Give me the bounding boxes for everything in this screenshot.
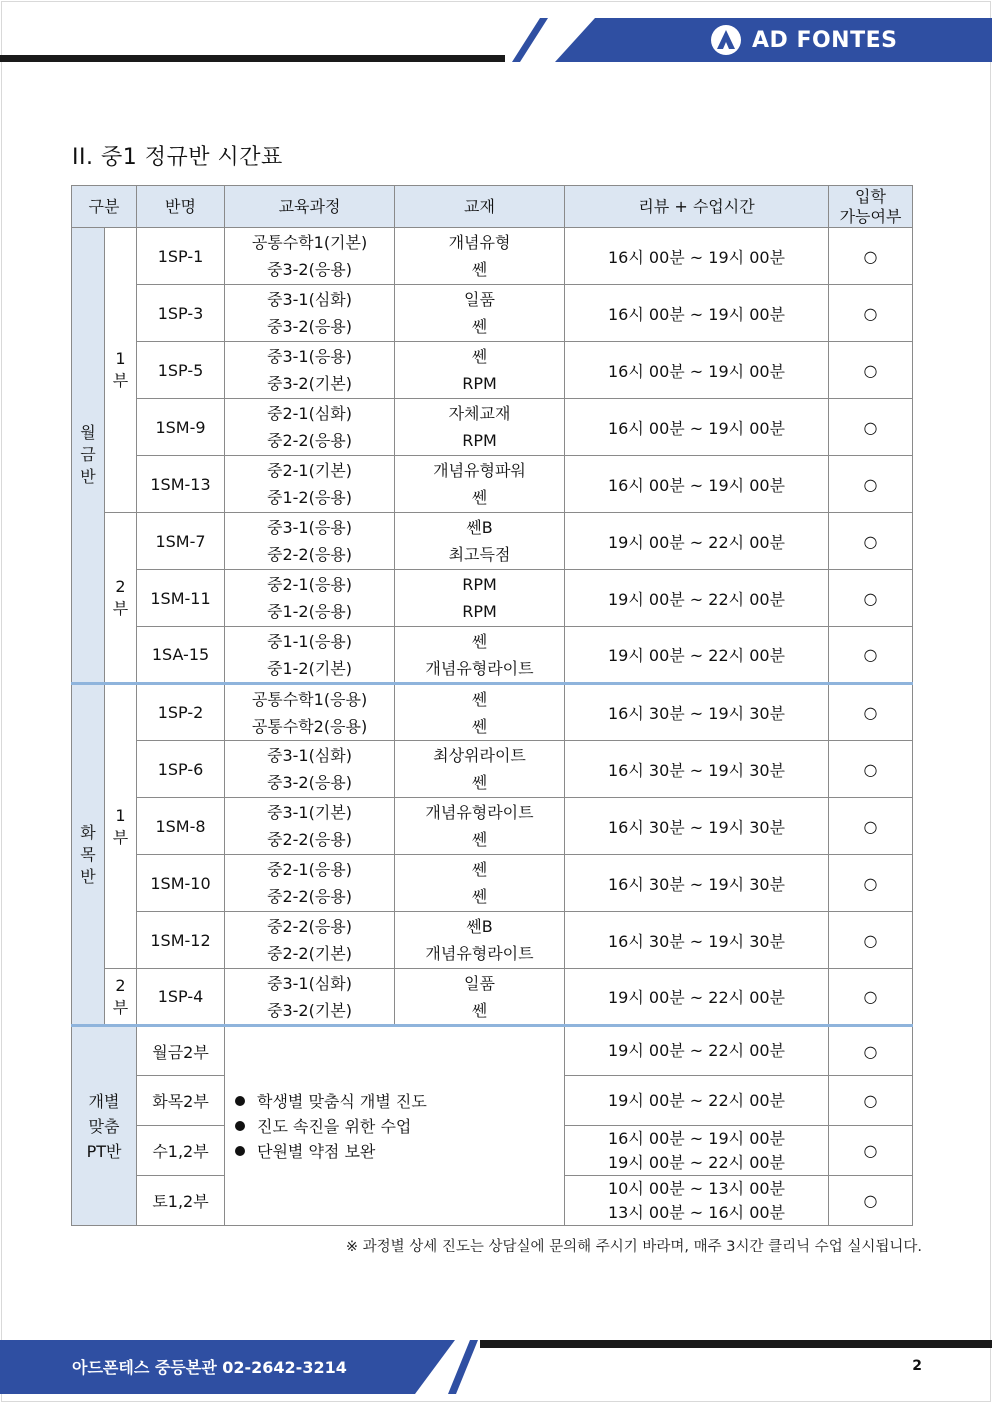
class-name: 1SM-7 (137, 513, 225, 570)
cell-line: 중3-2(응용) (267, 317, 353, 336)
course-cell (225, 969, 395, 1026)
cell-line: 일품 (464, 973, 495, 993)
cell-line: 최상위라이트 (433, 746, 526, 765)
time-cell: 16시 00분 ~ 19시 00분 (565, 456, 829, 513)
availability-cell: ○ (829, 855, 913, 912)
cell-line: 쎈B (466, 518, 493, 537)
time-cell: 16시 00분 ~ 19시 00분 (565, 399, 829, 456)
cell-line: 중1-2(기본) (267, 658, 353, 678)
availability-cell: ○ (829, 513, 913, 570)
time-cell: 16시 30분 ~ 19시 30분 (565, 855, 829, 912)
availability-cell: ○ (829, 1076, 913, 1126)
time-cell: 16시 30분 ~ 19시 30분 (565, 912, 829, 969)
cell-line: 쎈 (471, 830, 488, 849)
table-row (72, 741, 913, 798)
time-cell: 16시 00분 ~ 19시 00분 (565, 285, 829, 342)
pt-note-item (235, 1114, 564, 1139)
textbook-cell (395, 570, 565, 627)
cell-line: 자체교재 (448, 404, 511, 423)
textbook-cell (395, 456, 565, 513)
table-row (72, 969, 913, 1026)
cell-line: 중3-2(응용) (267, 773, 353, 792)
textbook-cell (395, 912, 565, 969)
time-line: 16시 00분 ~ 19시 00분 (608, 1128, 786, 1148)
textbook-cell (395, 855, 565, 912)
availability-cell: ○ (829, 627, 913, 684)
page-title: II. 중1 정규반 시간표 (72, 145, 283, 170)
bullet-icon (235, 1146, 245, 1156)
time-line: 19시 00분 ~ 22시 00분 (608, 1152, 786, 1172)
cell-line: 중3-2(응용) (267, 260, 353, 279)
part-label: 1 부 (105, 684, 137, 969)
availability-cell: ○ (829, 456, 913, 513)
cell-line: 중3-1(심화) (267, 746, 353, 765)
cell-line: 중3-1(기본) (267, 803, 353, 822)
cell-line: 중2-2(응용) (267, 431, 353, 450)
table-row (72, 855, 913, 912)
cell-line: RPM (462, 602, 497, 621)
cell-line: 쎈 (471, 260, 488, 279)
table-row (72, 285, 913, 342)
table-row (72, 684, 913, 741)
cell-line: 쎈 (471, 773, 488, 792)
class-name: 1SM-10 (137, 855, 225, 912)
group-label: 화 목 반 (72, 684, 105, 1026)
pt-time-cell (565, 1176, 829, 1226)
table-row (72, 342, 913, 399)
time-cell: 19시 00분 ~ 22시 00분 (565, 627, 829, 684)
pt-note-item (235, 1139, 564, 1164)
class-name: 1SP-1 (137, 228, 225, 285)
footer-black-bar (480, 1340, 992, 1348)
table-row (72, 627, 913, 684)
cell-line: 중2-1(응용) (267, 575, 353, 594)
cell-line: 쎈 (471, 488, 488, 507)
course-cell (225, 399, 395, 456)
cell-line: 중1-2(응용) (267, 488, 353, 507)
bullet-icon (235, 1121, 245, 1131)
availability-cell: ○ (829, 1176, 913, 1226)
col-header-time: 리뷰 + 수업시간 (565, 186, 829, 228)
cell-line: RPM (462, 374, 497, 393)
cell-line: 중2-1(심화) (267, 404, 353, 423)
cell-line: 중3-1(응용) (267, 347, 353, 366)
table-row (72, 1026, 913, 1076)
brand-logo (710, 22, 897, 58)
course-cell (225, 570, 395, 627)
table-row (72, 570, 913, 627)
course-cell (225, 228, 395, 285)
class-name: 1SP-6 (137, 741, 225, 798)
ad-fontes-logo-icon (710, 24, 742, 56)
cell-line: 최고득점 (448, 545, 511, 564)
availability-cell: ○ (829, 969, 913, 1026)
cell-line: 개념유형라이트 (425, 944, 534, 963)
cell-line: RPM (462, 575, 497, 594)
availability-cell: ○ (829, 1026, 913, 1076)
pt-class-name: 토1,2부 (137, 1176, 225, 1226)
textbook-cell (395, 969, 565, 1026)
class-name: 1SP-4 (137, 969, 225, 1026)
pt-notes (225, 1026, 565, 1226)
cell-line: 중2-2(기본) (267, 944, 353, 963)
class-name: 1SM-13 (137, 456, 225, 513)
availability-cell: ○ (829, 912, 913, 969)
part-label: 2 부 (105, 969, 137, 1026)
time-cell: 16시 00분 ~ 19시 00분 (565, 342, 829, 399)
course-cell (225, 456, 395, 513)
cell-line: 중3-2(기본) (267, 374, 353, 393)
footer-contact: 아드폰테스 중등본관 02-2642-3214 (72, 1358, 347, 1377)
cell-line: 중3-1(심화) (267, 973, 353, 993)
col-header-availability: 입학 가능여부 (829, 186, 913, 228)
brand-name: AD FONTES (752, 27, 898, 53)
table-header-row (72, 186, 913, 228)
table-row (72, 912, 913, 969)
pt-note-text: 학생별 맞춤식 개별 진도 (257, 1091, 427, 1111)
cell-line: 중3-1(심화) (267, 290, 353, 309)
availability-cell: ○ (829, 228, 913, 285)
cell-line: 쎈 (471, 860, 488, 879)
cell-line: 개념유형라이트 (425, 658, 534, 678)
cell-line: 중3-2(기본) (267, 1000, 353, 1020)
course-cell (225, 513, 395, 570)
table-row (72, 513, 913, 570)
header-black-bar (0, 55, 505, 62)
availability-cell: ○ (829, 1126, 913, 1176)
time-line: 19시 00분 ~ 22시 00분 (608, 1041, 786, 1060)
part-label: 1 부 (105, 228, 137, 513)
cell-line: 쎈 (471, 887, 488, 906)
cell-line: 쎈 (471, 631, 488, 651)
cell-line: 개념유형라이트 (425, 803, 534, 822)
cell-line: 공통수학2(응용) (251, 716, 368, 736)
class-name: 1SP-3 (137, 285, 225, 342)
course-cell (225, 798, 395, 855)
table-row (72, 399, 913, 456)
availability-cell: ○ (829, 342, 913, 399)
textbook-cell (395, 513, 565, 570)
cell-line: 중3-1(응용) (267, 518, 353, 537)
textbook-cell (395, 399, 565, 456)
cell-line: 쎈 (471, 347, 488, 366)
time-line: 10시 00분 ~ 13시 00분 (608, 1178, 786, 1198)
footnote: ※ 과정별 상세 진도는 상담실에 문의해 주시기 바라며, 매주 3시간 클리닉 수업 실시됩니다. (345, 1239, 922, 1255)
course-cell (225, 627, 395, 684)
availability-cell: ○ (829, 285, 913, 342)
cell-line: 개념유형파워 (433, 461, 526, 480)
course-cell (225, 285, 395, 342)
col-header-textbook: 교재 (395, 186, 565, 228)
cell-line: 중1-2(응용) (267, 602, 353, 621)
timetable (71, 185, 913, 1226)
availability-cell: ○ (829, 570, 913, 627)
cell-line: 중1-1(응용) (267, 631, 353, 651)
textbook-cell (395, 342, 565, 399)
col-header-course: 교육과정 (225, 186, 395, 228)
pt-note-text: 단원별 약점 보완 (257, 1141, 376, 1161)
cell-line: 중2-2(응용) (267, 545, 353, 564)
course-cell (225, 855, 395, 912)
col-header-category: 구분 (72, 186, 137, 228)
cell-line: 쎈 (471, 317, 488, 336)
bullet-icon (235, 1096, 245, 1106)
class-name: 1SM-11 (137, 570, 225, 627)
cell-line: 공통수학1(기본) (251, 233, 368, 252)
cell-line: 공통수학1(응용) (251, 689, 368, 709)
page-number: 2 (912, 1358, 922, 1374)
class-name: 1SM-12 (137, 912, 225, 969)
part-label: 2 부 (105, 513, 137, 684)
time-cell: 16시 00분 ~ 19시 00분 (565, 228, 829, 285)
class-name: 1SM-9 (137, 399, 225, 456)
pt-class-name: 화목2부 (137, 1076, 225, 1126)
pt-group-label: 개별 맞춤 PT반 (72, 1026, 137, 1226)
availability-cell: ○ (829, 684, 913, 741)
textbook-cell (395, 228, 565, 285)
time-cell: 19시 00분 ~ 22시 00분 (565, 570, 829, 627)
availability-cell: ○ (829, 741, 913, 798)
cell-line: 중2-1(기본) (267, 461, 353, 480)
cell-line: 개념유형 (448, 233, 511, 252)
course-cell (225, 741, 395, 798)
textbook-cell (395, 285, 565, 342)
table-row (72, 456, 913, 513)
time-line: 19시 00분 ~ 22시 00분 (608, 1090, 786, 1110)
availability-cell: ○ (829, 798, 913, 855)
time-cell: 19시 00분 ~ 22시 00분 (565, 969, 829, 1026)
cell-line: 중2-2(응용) (267, 887, 353, 906)
group-label: 월 금 반 (72, 228, 105, 684)
class-name: 1SM-8 (137, 798, 225, 855)
pt-note-item (235, 1089, 564, 1114)
class-name: 1SA-15 (137, 627, 225, 684)
cell-line: 중2-2(응용) (267, 917, 353, 936)
table-row (72, 228, 913, 285)
cell-line: 중2-2(응용) (267, 830, 353, 849)
textbook-cell (395, 627, 565, 684)
class-name: 1SP-5 (137, 342, 225, 399)
pt-note-text: 진도 속진을 위한 수업 (257, 1116, 412, 1136)
pt-time-cell (565, 1076, 829, 1126)
textbook-cell (395, 684, 565, 741)
cell-line: 쎈 (471, 689, 488, 709)
cell-line: 쎈 (471, 716, 488, 736)
class-name: 1SP-2 (137, 684, 225, 741)
pt-class-name: 월금2부 (137, 1026, 225, 1076)
cell-line: 쎈 (471, 1000, 488, 1020)
pt-time-cell (565, 1126, 829, 1176)
col-header-class-name: 반명 (137, 186, 225, 228)
time-cell: 16시 30분 ~ 19시 30분 (565, 798, 829, 855)
pt-class-name: 수1,2부 (137, 1126, 225, 1176)
cell-line: RPM (462, 431, 497, 450)
table-row (72, 798, 913, 855)
time-cell: 16시 30분 ~ 19시 30분 (565, 684, 829, 741)
cell-line: 쎈B (466, 917, 493, 936)
time-cell: 19시 00분 ~ 22시 00분 (565, 513, 829, 570)
course-cell (225, 912, 395, 969)
time-line: 13시 00분 ~ 16시 00분 (608, 1202, 786, 1222)
course-cell (225, 342, 395, 399)
textbook-cell (395, 741, 565, 798)
pt-time-cell (565, 1026, 829, 1076)
availability-cell: ○ (829, 399, 913, 456)
cell-line: 중2-1(응용) (267, 860, 353, 879)
cell-line: 일품 (464, 290, 495, 309)
time-cell: 16시 30분 ~ 19시 30분 (565, 741, 829, 798)
textbook-cell (395, 798, 565, 855)
course-cell (225, 684, 395, 741)
